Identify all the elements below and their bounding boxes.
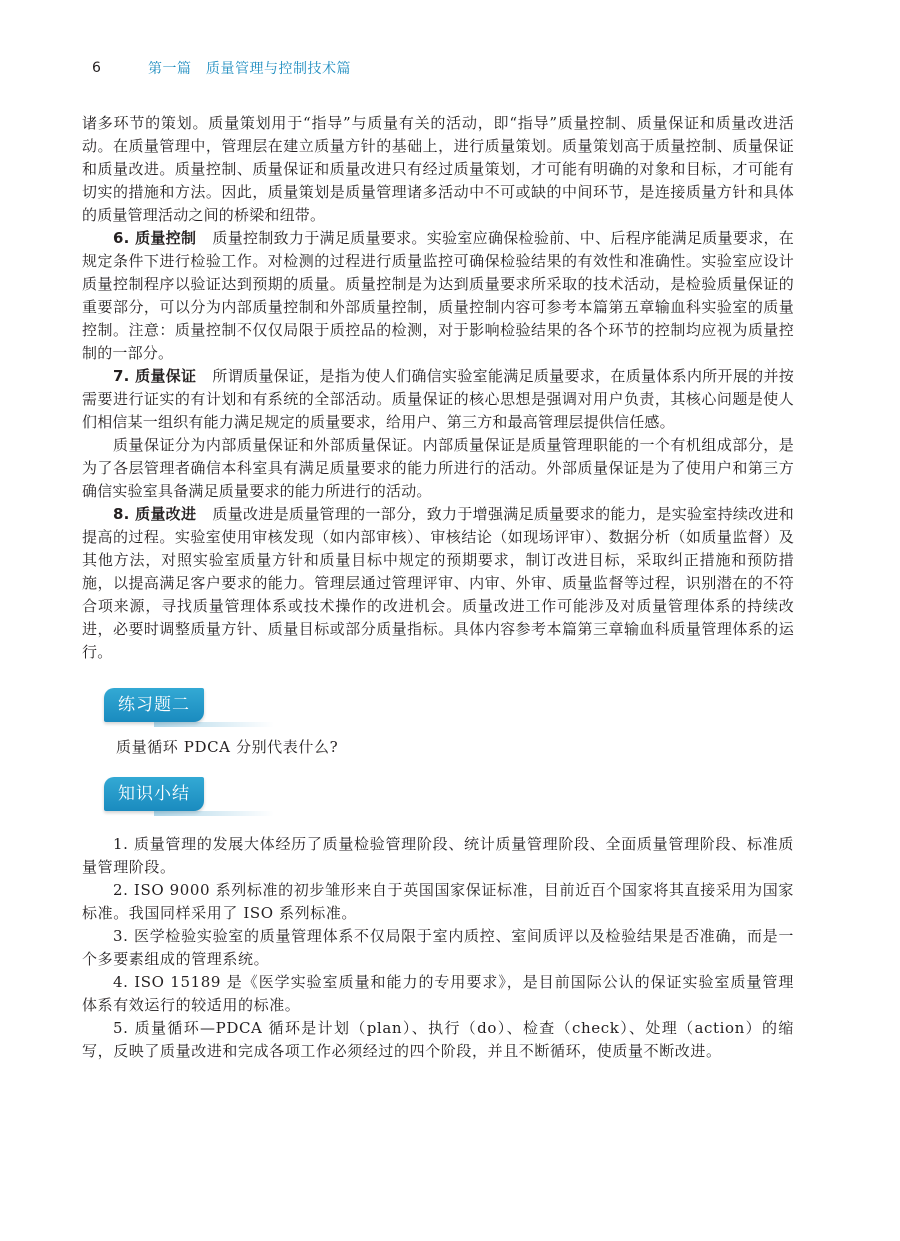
summary-item: 4. ISO 15189 是《医学实验室质量和能力的专用要求》，是目前国际公认的保证实验室质量管理体系有效运行的较适用的标准。: [82, 973, 794, 1014]
paragraph-quality-improvement: [82, 503, 794, 664]
summary-list: [82, 833, 794, 1063]
summary-item: 5. 质量循环—PDCA 循环是计划（plan）、执行（do）、检查（check）、处理（action）的缩写，反映了质量改进和完成各项工作必须经过的四个阶段，并且不断循环，使质量不断改进。: [82, 1019, 794, 1060]
item-heading-quality-control: 6. 质量控制: [113, 229, 197, 247]
summary-item: 2. ISO 9000 系列标准的初步雏形来自于英国国家保证标准，目前近百个国家将其直接采用为国家标准。我国同样采用了 ISO 系列标准。: [82, 881, 794, 922]
summary-section: [82, 777, 794, 1063]
page-content: [82, 112, 794, 1063]
paragraph-quality-control: [82, 227, 794, 365]
exercise-question: 质量循环 PDCA 分别代表什么?: [116, 738, 339, 756]
page-number: 6: [92, 60, 101, 76]
exercise-section: [82, 688, 794, 759]
running-header-title: 第一篇 质量管理与控制技术篇: [148, 61, 351, 77]
item-text-quality-assurance: 所谓质量保证，是指为使人们确信实验室能满足质量要求，在质量体系内所开展的并按需要进行证实的有计划和有系统的全部活动。质量保证的核心思想是强调对用户负责，其核心问题是使人们相信某一组织有能力满足规定的质量要求，给用户、第三方和最高管理层提供信任感。: [82, 367, 794, 431]
item-heading-quality-improvement: 8. 质量改进: [113, 505, 197, 523]
paragraph-planning-continued: 诸多环节的策划。质量策划用于“指导”与质量有关的活动，即“指导”质量控制、质量保证和质量改进活动。在质量管理中，管理层在建立质量方针的基础上，进行质量策划。质量策划高于质量控制、质量保证和质量改进。质量控制、质量保证和质量改进只有经过质量策划，才可能有明确的对象和目标，才可能有切实的措施和方法。因此，质量策划是质量管理诸多活动中不可或缺的中间环节，是连接质量方针和具体的质量管理活动之间的桥梁和纽带。: [82, 114, 794, 224]
summary-item: 1. 质量管理的发展大体经历了质量检验管理阶段、统计质量管理阶段、全面质量管理阶段、标准质量管理阶段。: [82, 835, 794, 876]
exercise-banner: 练习题二: [104, 688, 204, 722]
summary-item: 3. 医学检验实验室的质量管理体系不仅局限于室内质控、室间质评以及检验结果是否准确，而是一个多要素组成的管理系统。: [82, 927, 794, 968]
paragraph-assurance-types: 质量保证分为内部质量保证和外部质量保证。内部质量保证是质量管理职能的一个有机组成部分，是为了各层管理者确信本科室具有满足质量要求的能力所进行的活动。外部质量保证是为了使用户和第三方确信实验室具备满足质量要求的能力所进行的活动。: [82, 436, 794, 500]
item-heading-quality-assurance: 7. 质量保证: [113, 367, 197, 385]
item-text-quality-control: 质量控制致力于满足质量要求。实验室应确保检验前、中、后程序能满足质量要求，在规定条件下进行检验工作。对检测的过程进行质量监控可确保检验结果的有效性和准确性。实验室应设计质量控制程序以验证达到预期的质量。质量控制是为达到质量要求所采取的技术活动，是检验质量保证的重要部分，可以分为内部质量控制和外部质量控制，质量控制内容可参考本篇第五章输血科实验室的质量控制。注意：质量控制不仅仅局限于质控品的检测，对于影响检验结果的各个环节的控制均应视为质量控制的一部分。: [82, 229, 794, 362]
item-text-quality-improvement: 质量改进是质量管理的一部分，致力于增强满足质量要求的能力，是实验室持续改进和提高的过程。实验室使用审核发现（如内部审核）、审核结论（如现场评审）、数据分析（如质量监督）及其他方法，对照实验室质量方针和质量目标中规定的预期要求，制订改进目标，采取纠正措施和预防措施，以提高满足客户要求的能力。管理层通过管理评审、内审、外审、质量监督等过程，识别潜在的不符合项来源，寻找质量管理体系或技术操作的改进机会。质量改进工作可能涉及对质量管理体系的持续改进，必要时调整质量方针、质量目标或部分质量指标。具体内容参考本篇第三章输血科质量管理体系的运行。: [82, 505, 794, 661]
page-header: [92, 56, 351, 80]
summary-banner: 知识小结: [104, 777, 204, 811]
paragraph-quality-assurance: [82, 365, 794, 434]
